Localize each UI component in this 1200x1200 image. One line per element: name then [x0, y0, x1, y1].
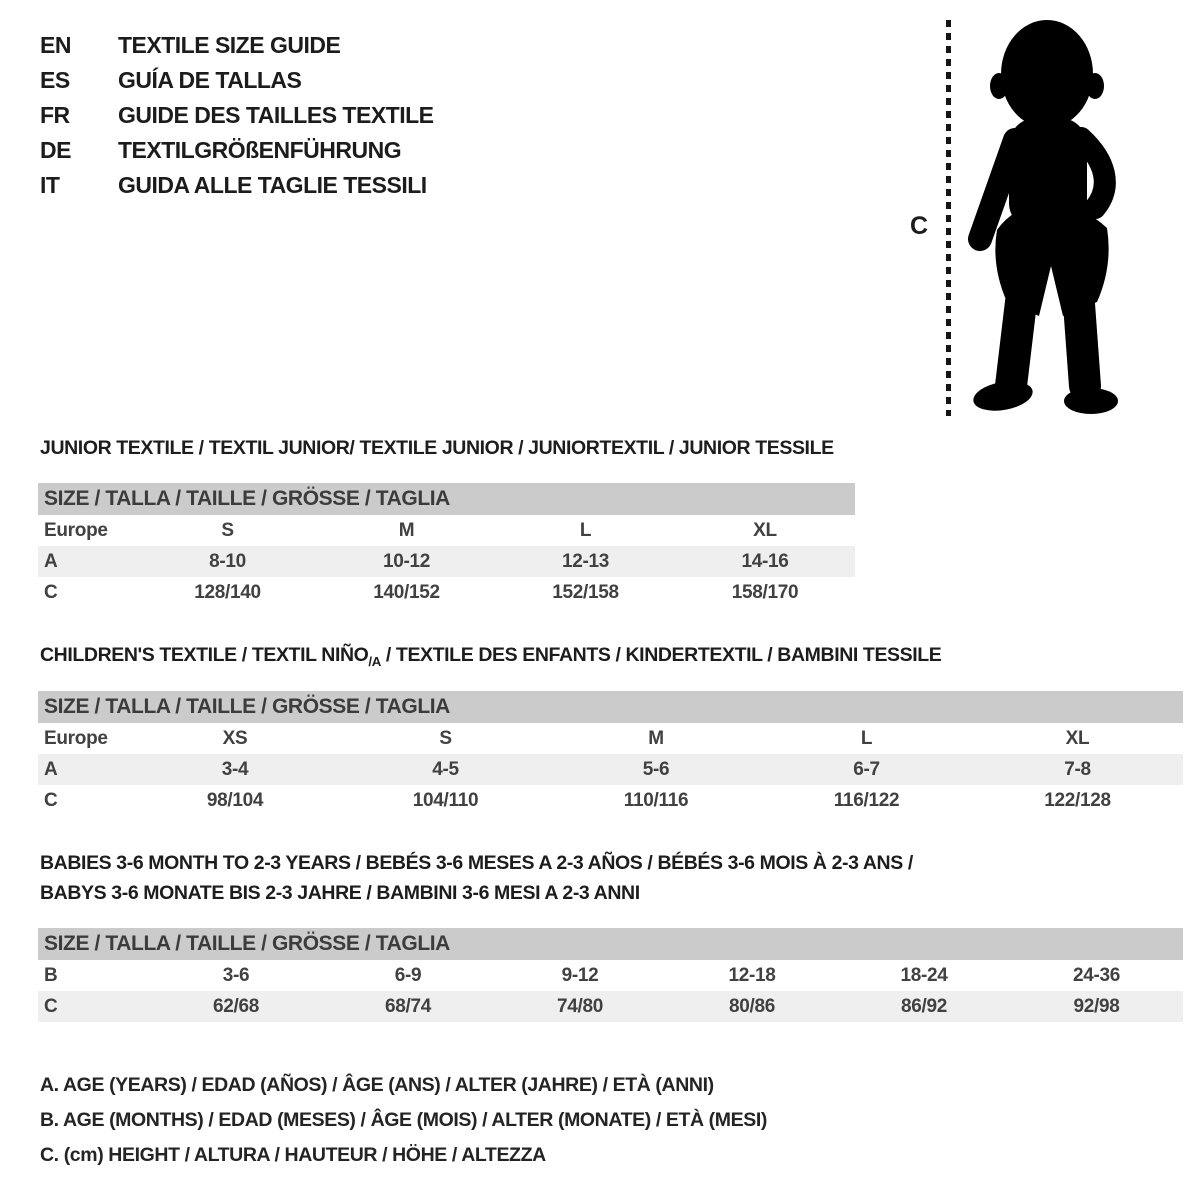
size-value-cell: S	[439, 727, 452, 749]
size-value-cell: XL	[753, 519, 777, 541]
guide-title: TEXTILE SIZE GUIDE	[118, 32, 341, 58]
size-value-cell: M	[398, 519, 415, 541]
size-value-cell: M	[648, 727, 664, 749]
size-value-cell: 8-10	[209, 550, 246, 572]
row-label-cell: C	[44, 789, 58, 811]
size-value-cell: 3-6	[222, 964, 250, 986]
size-value-cell: 92/98	[1073, 995, 1120, 1017]
size-value-cell: 18-24	[900, 964, 948, 986]
size-value-cell: 128/140	[194, 581, 261, 603]
babies-title-line2: BABYS 3-6 MONATE BIS 2-3 JAHRE / BAMBINI 3-6 MESI A 2-3 ANNI	[40, 882, 640, 904]
language-row-fr	[40, 98, 434, 133]
table-row	[38, 785, 1183, 816]
table-row	[38, 577, 855, 608]
size-value-cell: 68/74	[384, 995, 432, 1017]
guide-title: TEXTILGRÖßENFÜHRUNG	[118, 137, 402, 163]
table-row	[38, 991, 1183, 1022]
junior-size-table	[38, 483, 855, 608]
size-value-cell: XS	[222, 727, 248, 749]
size-header-bar: SIZE / TALLA / TAILLE / GRÖSSE / TAGLIA	[38, 928, 1183, 960]
row-label-cell: A	[44, 758, 58, 780]
children-table	[38, 723, 1183, 816]
size-value-cell: 152/158	[552, 581, 619, 603]
size-value-cell: 6-7	[853, 758, 880, 780]
row-label-cell: C	[44, 581, 58, 603]
language-row-en	[40, 28, 434, 63]
row-label-cell: C	[44, 995, 58, 1017]
table-row	[38, 754, 1183, 785]
size-value-cell: 10-12	[382, 550, 431, 572]
table-row	[38, 546, 855, 577]
guide-title: GUÍA DE TALLAS	[118, 67, 302, 93]
size-value-cell: 12-13	[561, 550, 610, 572]
row-label-cell: Europe	[44, 519, 108, 541]
legend-line-a: A. AGE (YEARS) / EDAD (AÑOS) / ÂGE (ANS) / ALTER (JAHRE) / ETÀ (ANNI)	[40, 1074, 714, 1096]
height-measure-label: C	[910, 212, 929, 240]
size-value-cell: 62/68	[212, 995, 260, 1017]
children-title-subscript: /A	[368, 653, 381, 669]
size-value-cell: 6-9	[394, 964, 422, 986]
size-value-cell: 14-16	[741, 550, 789, 572]
language-title-list	[40, 28, 434, 203]
size-value-cell: 116/122	[833, 789, 900, 811]
size-value-cell: 9-12	[561, 964, 599, 986]
table-row	[38, 960, 1183, 991]
size-value-cell: 5-6	[642, 758, 670, 780]
size-value-cell: 7-8	[1064, 758, 1091, 780]
junior-table	[38, 515, 855, 608]
babies-title-line1: BABIES 3-6 MONTH TO 2-3 YEARS / BEBÉS 3-6 MESES A 2-3 AÑOS / BÉBÉS 3-6 MOIS À 2-3 ANS /	[40, 852, 913, 874]
legend-line-b: B. AGE (MONTHS) / EDAD (MESES) / ÂGE (MOIS) / ALTER (MONATE) / ETÀ (MESI)	[40, 1109, 767, 1131]
legend-line-c: C. (cm) HEIGHT / ALTURA / HAUTEUR / HÖHE / ALTEZZA	[40, 1144, 546, 1166]
table-row	[38, 723, 1183, 754]
baby-silhouette-icon	[963, 14, 1141, 420]
size-value-cell: L	[579, 519, 592, 541]
children-title-prefix: CHILDREN'S TEXTILE / TEXTIL NIÑO	[40, 644, 369, 666]
size-value-cell: 98/104	[206, 789, 264, 811]
row-label-cell: A	[44, 550, 58, 572]
size-value-cell: 24-36	[1072, 964, 1121, 986]
size-value-cell: 74/80	[556, 995, 604, 1017]
row-label-cell: Europe	[44, 727, 108, 749]
children-size-table	[38, 691, 1183, 816]
size-value-cell: 122/128	[1044, 789, 1111, 811]
size-value-cell: 158/170	[731, 581, 799, 603]
height-measure-dashed-line	[946, 20, 951, 416]
size-value-cell: 86/92	[900, 995, 948, 1017]
children-section-title	[40, 644, 941, 669]
size-value-cell: 140/152	[373, 581, 440, 603]
size-value-cell: L	[860, 727, 873, 749]
babies-table	[38, 960, 1183, 1022]
size-value-cell: 12-18	[728, 964, 776, 986]
language-code: FR	[40, 102, 70, 128]
size-value-cell: XL	[1065, 727, 1090, 749]
size-header-bar: SIZE / TALLA / TAILLE / GRÖSSE / TAGLIA	[38, 483, 855, 515]
language-code: EN	[40, 32, 71, 58]
language-row-it	[40, 168, 434, 203]
guide-title: GUIDE DES TAILLES TEXTILE	[118, 102, 434, 128]
language-row-es	[40, 63, 434, 98]
table-row	[38, 515, 855, 546]
language-code: ES	[40, 67, 70, 93]
babies-size-table	[38, 928, 1183, 1022]
language-code: DE	[40, 137, 71, 163]
size-value-cell: S	[221, 519, 234, 541]
size-value-cell: 110/116	[623, 789, 689, 811]
size-header-bar: SIZE / TALLA / TAILLE / GRÖSSE / TAGLIA	[38, 691, 1183, 723]
guide-title: GUIDA ALLE TAGLIE TESSILI	[118, 172, 427, 198]
row-label-cell: B	[44, 964, 58, 986]
babies-section-title	[40, 848, 913, 908]
size-value-cell: 104/110	[412, 789, 479, 811]
junior-section-title: JUNIOR TEXTILE / TEXTIL JUNIOR/ TEXTILE JUNIOR / JUNIORTEXTIL / JUNIOR TESSILE	[40, 437, 834, 459]
size-value-cell: 80/86	[728, 995, 776, 1017]
language-code: IT	[40, 172, 60, 198]
language-row-de	[40, 133, 434, 168]
size-value-cell: 4-5	[432, 758, 459, 780]
size-value-cell: 3-4	[221, 758, 249, 780]
children-title-suffix: / TEXTILE DES ENFANTS / KINDERTEXTIL / BAMBINI TESSILE	[380, 644, 942, 666]
measurement-legend	[40, 1068, 767, 1173]
